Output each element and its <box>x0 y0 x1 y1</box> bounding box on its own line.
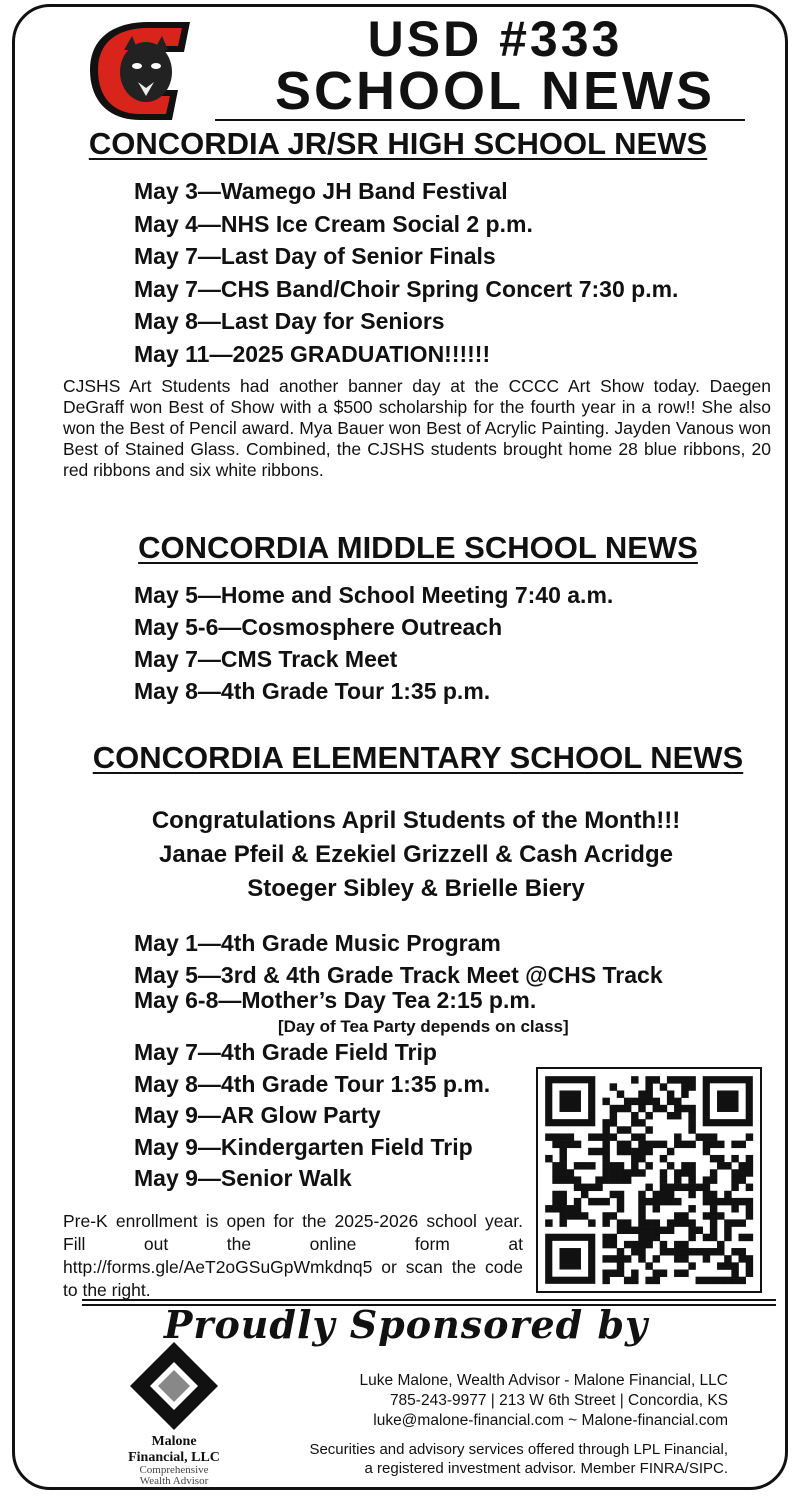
list-item: May 3—Wamego JH Band Festival <box>134 178 508 204</box>
page-title-line2: SCHOOL NEWS <box>274 61 716 121</box>
list-item: May 7—CHS Band/Choir Spring Concert 7:30 p.m. <box>134 275 679 302</box>
list-item: May 9—Kindergarten Field Trip <box>134 1133 473 1160</box>
list-item: May 8—Last Day for Seniors <box>134 308 445 334</box>
list-item: May 7—Last Day of Senior Finals <box>134 243 496 269</box>
tea-party-note: [Day of Tea Party depends on class] <box>278 1017 569 1036</box>
list-item: May 4—NHS Ice Cream Social 2 p.m. <box>134 210 533 237</box>
high-school-events <box>134 175 678 370</box>
contact-line[interactable]: luke@malone-financial.com ~ Malone-financial.com <box>373 1412 728 1429</box>
art-show-paragraph: CJSHS Art Students had another banner day at the CCCC Art Show today. Daegen DeGraff won Best of Show with a $500 scholarship for the fourth year in a row!! She also won the Best of Pencil award. Mya Bauer won Best of Acrylic Painting. Jayden Vanous won Best of Stained Glass. Combined, the CJSHS students brought home 28 blue ribbons, 20 red ribbons and six white ribbons. <box>63 376 771 480</box>
elementary-events-a <box>134 928 663 1017</box>
logo-tag-line: Wealth Advisor <box>139 1475 209 1487</box>
list-item: May 5—3rd & 4th Grade Track Meet @CHS Track <box>134 961 663 988</box>
disclaimer-line: a registered investment advisor. Member FINRA/SIPC. <box>364 1460 728 1477</box>
disclaimer-line: Securities and advisory services offered through LPL Financial, <box>309 1441 728 1458</box>
list-item: May 5-6—Cosmosphere Outreach <box>134 614 503 640</box>
congrats-line: Stoeger Sibley & Brielle Biery <box>247 875 585 902</box>
middle-school-heading: CONCORDIA MIDDLE SCHOOL NEWS <box>138 530 698 565</box>
list-item: May 11—2025 GRADUATION!!!!!! <box>134 340 491 367</box>
panther-logo-icon <box>82 16 202 124</box>
logo-name-line: Financial, LLC <box>128 1450 220 1465</box>
list-item: May 7—CMS Track Meet <box>134 646 398 672</box>
middle-school-events <box>134 579 613 707</box>
list-item: May 6-8—Mother’s Day Tea 2:15 p.m. <box>134 987 537 1013</box>
list-item: May 8—4th Grade Tour 1:35 p.m. <box>134 1070 491 1097</box>
congrats-line: Congratulations April Students of the Month!!! <box>151 807 681 834</box>
qr-code[interactable] <box>536 1067 762 1293</box>
sponsor-logo-name <box>104 1434 244 1466</box>
sponsor-logo-tagline <box>104 1465 244 1487</box>
students-of-month <box>10 804 812 906</box>
high-school-heading: CONCORDIA JR/SR HIGH SCHOOL NEWS <box>88 126 708 161</box>
elementary-heading: CONCORDIA ELEMENTARY SCHOOL NEWS <box>92 740 744 775</box>
malone-financial-logo-icon <box>128 1340 220 1432</box>
list-item: May 9—Senior Walk <box>134 1165 352 1191</box>
logo-name-line: Malone <box>151 1434 197 1449</box>
sponsor-disclaimer <box>309 1440 728 1478</box>
footer-divider-top <box>82 1299 776 1301</box>
logo-tag-line: Comprehensive <box>139 1464 209 1476</box>
contact-line: Luke Malone, Wealth Advisor - Malone Financial, LLC <box>359 1372 728 1389</box>
sponsor-contact <box>360 1371 728 1431</box>
elementary-events-b <box>134 1037 490 1195</box>
list-item: May 8—4th Grade Tour 1:35 p.m. <box>134 678 491 704</box>
list-item: May 5—Home and School Meeting 7:40 a.m. <box>134 582 614 608</box>
list-item: May 1—4th Grade Music Program <box>134 930 501 956</box>
contact-line: 785-243-9977 | 213 W 6th Street | Concordia, KS <box>389 1392 728 1409</box>
page-title-line1: USD #333 <box>367 11 623 67</box>
sponsor-heading: Proudly Sponsored by <box>163 1302 649 1347</box>
congrats-line: Janae Pfeil & Ezekiel Grizzell & Cash Acridge <box>159 841 673 868</box>
prek-paragraph: Pre-K enrollment is open for the 2025-2026 school year. Fill out the online form at http://forms.gle/AeT2oGSuGpWmkdnq5 or scan the code to the right. <box>63 1211 523 1300</box>
list-item: May 9—AR Glow Party <box>134 1102 381 1128</box>
title-divider <box>215 119 745 121</box>
qr-code-icon <box>538 1069 760 1291</box>
list-item: May 7—4th Grade Field Trip <box>134 1039 437 1065</box>
